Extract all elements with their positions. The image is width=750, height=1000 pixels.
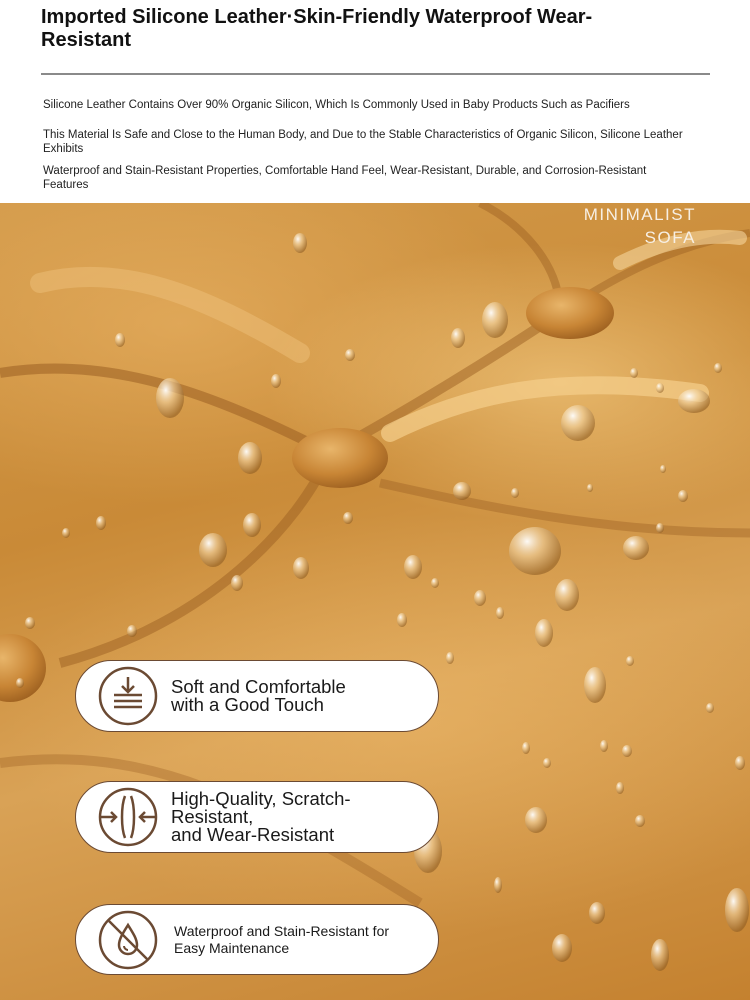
- leather-texture-drawing: [0, 203, 750, 1000]
- divider-line: [41, 73, 710, 75]
- feature-label: [171, 790, 422, 844]
- feature-label: [171, 678, 422, 714]
- page-title: Imported Silicone Leather·Skin-Friendly Waterproof Wear-Resistant: [41, 6, 593, 51]
- water-drops: [16, 233, 749, 971]
- feature-label-line-2: Easy Maintenance: [174, 939, 290, 956]
- brand-line-2: SOFA: [644, 228, 696, 247]
- header-section: [0, 0, 750, 203]
- leather-sofa-photo: [0, 203, 750, 1000]
- description-line-3: Waterproof and Stain-Resistant Properties, Comfortable Hand Feel, Wear-Resistant, Durable, and Corrosion-Resistant Features: [43, 165, 647, 191]
- feature-label-line-1: Waterproof and Stain-Resistant for: [174, 922, 390, 939]
- compression-arrows-icon: [97, 786, 159, 848]
- feature-label-line-2: with a Good Touch: [171, 694, 324, 715]
- feature-label-line-2: and Wear-Resistant: [171, 824, 335, 845]
- description-line-1: Silicone Leather Contains Over 90% Organic Silicon, Which Is Commonly Used in Baby Products Such as Pacifiers: [43, 99, 630, 111]
- feature-soft-comfortable: [75, 660, 439, 732]
- feature-label-line-1: Soft and Comfortable: [171, 676, 346, 697]
- no-water-drop-icon: [97, 909, 159, 971]
- soft-layers-icon: [97, 665, 159, 727]
- brand-watermark: [584, 203, 696, 249]
- description-line-2: This Material Is Safe and Close to the Human Body, and Due to the Stable Characteristics of Organic Silicon, Silicone Leather Exhibits: [43, 129, 683, 155]
- feature-label-line-1: High-Quality, Scratch-Resistant,: [171, 788, 351, 827]
- feature-waterproof: [75, 904, 439, 975]
- brand-line-1: MINIMALIST: [583, 205, 696, 224]
- feature-label: [174, 923, 422, 957]
- feature-scratch-resistant: [75, 781, 439, 853]
